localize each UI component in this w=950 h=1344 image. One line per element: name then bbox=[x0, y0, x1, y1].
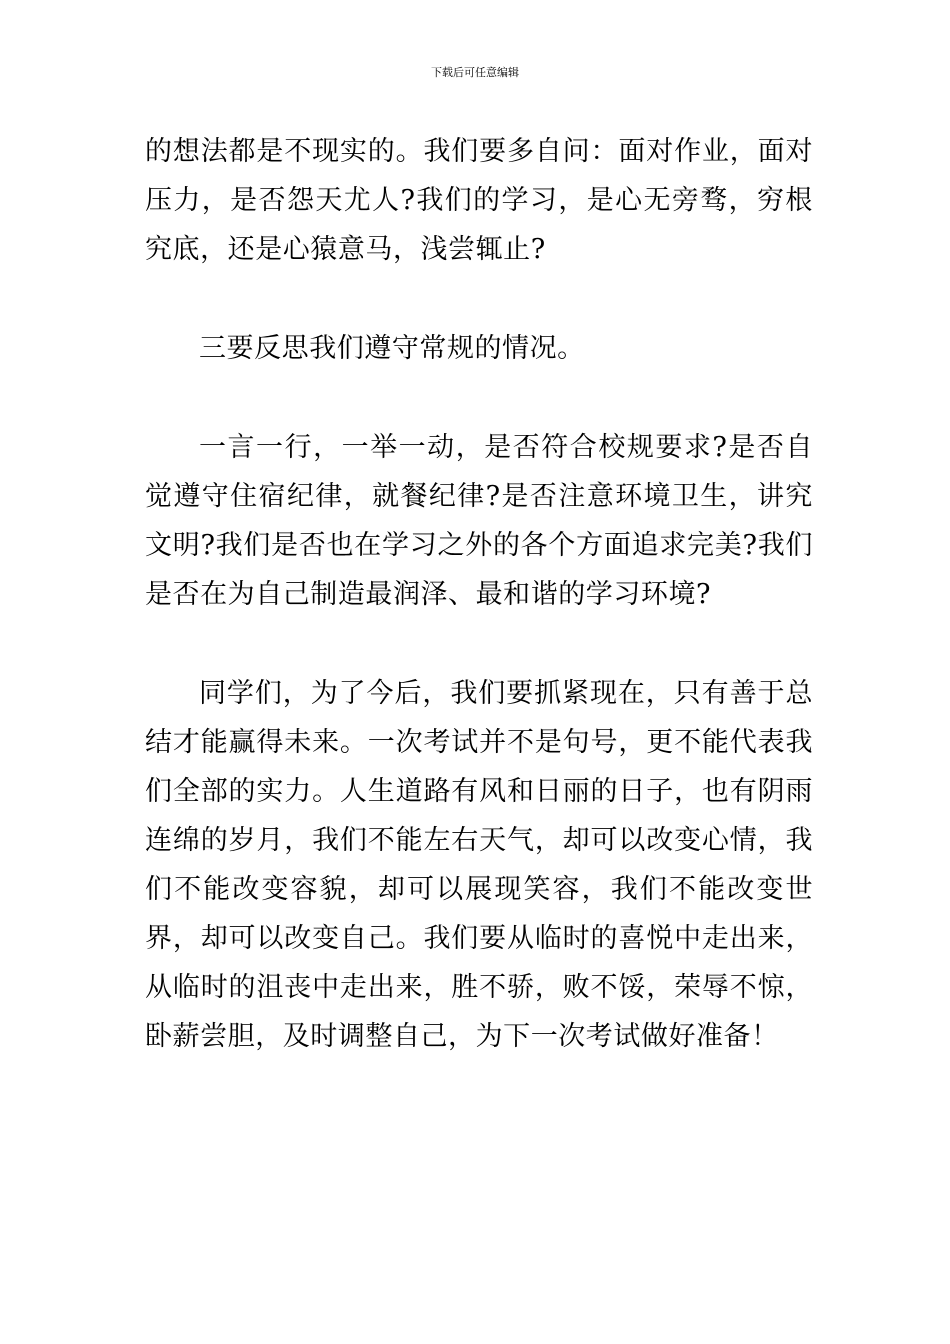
document-body bbox=[145, 127, 813, 1061]
paragraph-spacer bbox=[145, 274, 813, 324]
paragraph-spacer bbox=[145, 373, 813, 423]
paragraph-section-heading: 三要反思我们遵守常规的情况。 bbox=[199, 333, 585, 364]
paragraph-conduct: 一言一行，一举一动，是否符合校规要求?是否自觉遵守住宿纪律，就餐纪律?是否注意环境卫生，讲究文明?我们是否也在学习之外的各个方面追求完美?我们是否在为自己制造最润泽、最和谐的学习环境? bbox=[145, 432, 813, 610]
page-header: 下载后可任意编辑 bbox=[431, 66, 519, 79]
paragraph-spacer bbox=[145, 619, 813, 669]
paragraph-closing: 同学们，为了今后，我们要抓紧现在，只有善于总结才能赢得未来。一次考试并不是句号，更不能代表我们全部的实力。人生道路有风和日丽的日子，也有阴雨连绵的岁月，我们不能左右天气，却可以改变心情，我们不能改变容貌，却可以展现笑容，我们不能改变世界，却可以改变自己。我们要从临时的喜悦中走出来，从临时的沮丧中走出来，胜不骄，败不馁，荣辱不惊，卧薪尝胆，及时调整自己，为下一次考试做好准备！ bbox=[145, 678, 813, 1052]
paragraph-continued: 的想法都是不现实的。我们要多自问：面对作业，面对压力，是否怨天尤人?我们的学习，是心无旁骛，穷根究底，还是心猿意马，浅尝辄止? bbox=[145, 136, 813, 265]
